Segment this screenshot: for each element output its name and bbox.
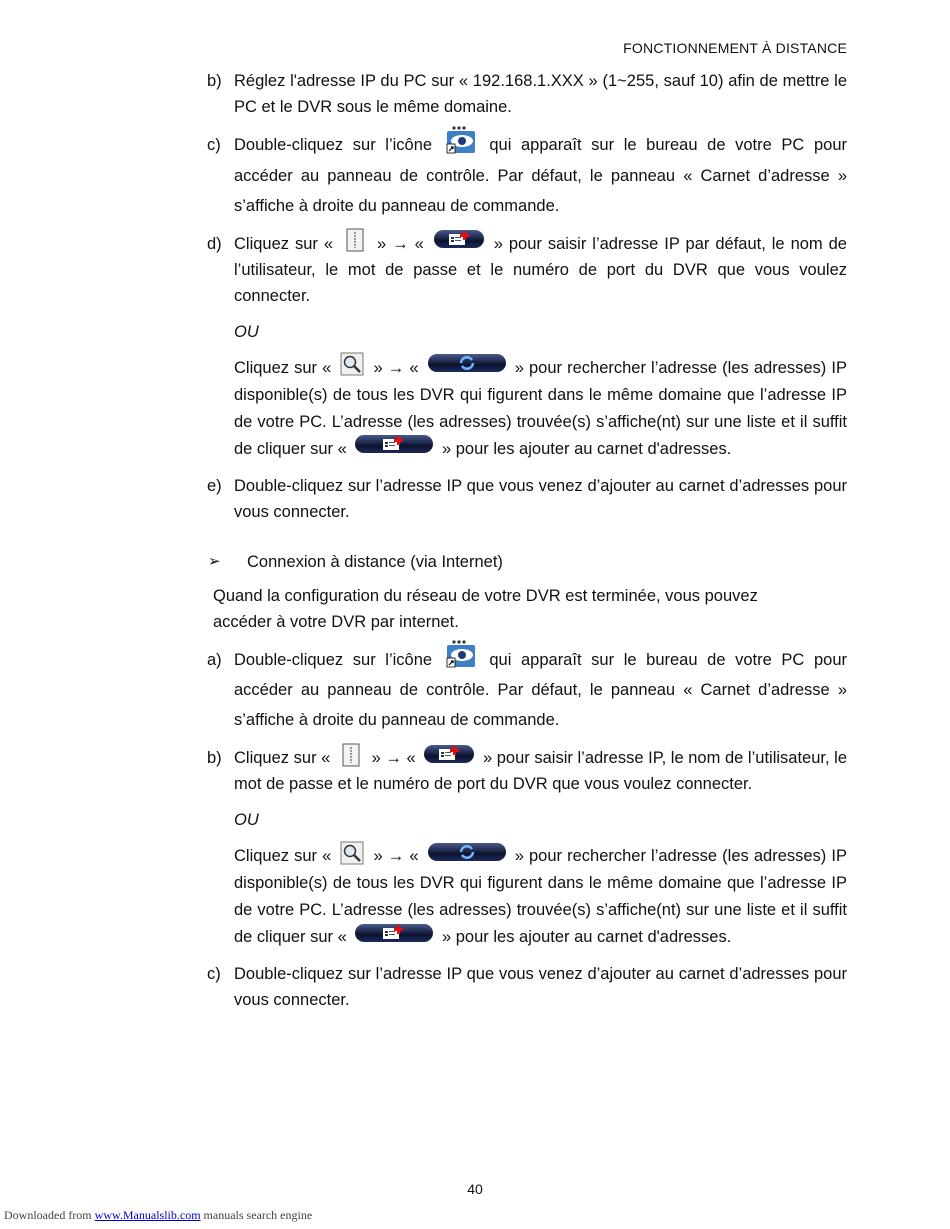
step-text-mid: » → « (371, 749, 416, 768)
section-heading-text: Connexion à distance (via Internet) (247, 552, 503, 571)
step-text-post: » pour saisir l’adresse IP, le nom de l’utilisateur, le mot de passe et le numéro de port du DVR que vous voulez connecter. (234, 749, 848, 794)
step-d (207, 231, 847, 309)
search-instructions (234, 355, 847, 463)
search-text-pre: Cliquez sur « (234, 847, 332, 866)
step-c (207, 130, 847, 221)
step-marker: c) (207, 136, 221, 154)
search-instructions (234, 843, 847, 951)
or-label: OU (234, 322, 259, 341)
add-address-button-icon[interactable] (434, 230, 484, 248)
address-book-icon[interactable] (339, 743, 363, 767)
download-tagline: manuals search engine (203, 1208, 313, 1222)
step-text-pre: Cliquez sur « (234, 749, 331, 768)
page-number: 40 (467, 1181, 483, 1197)
add-address-button-icon[interactable] (424, 745, 474, 763)
step-marker: c) (207, 965, 221, 984)
search-text-mid: » → « (373, 847, 419, 866)
step-text: Réglez l'adresse IP du PC sur « 192.168.1.XXX » (1~255, sauf 10) afin de mettre le PC et le DVR sous le même domaine. (234, 72, 847, 116)
intro-paragraph: Quand la configuration du réseau de votre DVR est terminée, vous pouvez accéder à votre DVR par internet. (213, 586, 758, 631)
step-marker: b) (207, 749, 222, 768)
refresh-search-button-icon[interactable] (428, 843, 506, 861)
search-text-post: » pour rechercher l’adresse (les adresses) IP disponible(s) de tous les DVR qui figurent dans le même domaine que l’adresse IP de votre PC. L’adresse (les adresses) trouvée(s) s’affiche(nt) sur une liste et il suffit de cliquer sur « (234, 358, 847, 458)
step-text-pre: Double-cliquez sur l’icône (234, 650, 433, 669)
section-heading (207, 549, 847, 575)
step-marker: b) (207, 72, 222, 90)
step-marker: a) (207, 650, 222, 669)
download-footer (4, 1208, 312, 1223)
search-text-mid: » → « (373, 358, 419, 377)
page-header: FONCTIONNEMENT À DISTANCE (623, 40, 847, 56)
step-text: Double-cliquez sur l’adresse IP que vous venez d’ajouter au carnet d’adresses pour vous connecter. (234, 965, 847, 1010)
step-text-pre: Cliquez sur « (234, 234, 334, 253)
step-text-pre: Double-cliquez sur l’icône (234, 136, 433, 154)
step-b (207, 68, 847, 120)
search-text-post: » pour rechercher l’adresse (les adresses) IP disponible(s) de tous les DVR qui figurent dans le même domaine que l’adresse IP de votre PC. L’adresse (les adresses) trouvée(s) s’affiche(nt) sur une liste et il suffit de cliquer sur « (234, 847, 847, 947)
eye-app-icon[interactable] (446, 639, 476, 669)
step-marker: e) (207, 476, 222, 495)
step-text: Double-cliquez sur l’adresse IP que vous venez d’ajouter au carnet d’adresses pour vous connecter. (234, 476, 847, 521)
step-c2 (207, 961, 847, 1013)
page-content (207, 68, 847, 1023)
step-e (207, 473, 847, 525)
download-label: Downloaded from (4, 1208, 92, 1222)
step-b2 (207, 745, 847, 797)
step-text-post: » pour saisir l’adresse IP par défaut, le nom de l’utilisateur, le mot de passe et le numéro de port du DVR que vous voulez connecter. (234, 234, 847, 305)
step-text-mid: » → « (376, 234, 424, 253)
refresh-search-button-icon[interactable] (428, 354, 506, 372)
step-text-post: qui apparaît sur le bureau de votre PC pour accéder au panneau de contrôle. Par défaut, le panneau « Carnet d’adresse » s’affiche à droite du panneau de commande. (234, 136, 847, 215)
search-text-post2: » pour les ajouter au carnet d'adresses. (442, 439, 732, 458)
step-a (207, 645, 847, 736)
manualslib-link[interactable]: www.Manualslib.com (94, 1208, 201, 1222)
or-label: OU (234, 811, 259, 830)
search-text-post2: » pour les ajouter au carnet d'adresses. (442, 928, 732, 947)
search-text-pre: Cliquez sur « (234, 358, 332, 377)
arrow-bullet-icon: ➢ (208, 552, 221, 570)
add-address-button-icon[interactable] (355, 435, 433, 453)
step-marker: d) (207, 234, 222, 253)
step-text-post: qui apparaît sur le bureau de votre PC pour accéder au panneau de contrôle. Par défaut, le panneau « Carnet d’adresse » s’affiche à droite du panneau de commande. (234, 650, 847, 730)
search-magnifier-icon[interactable] (340, 841, 364, 865)
add-address-button-icon[interactable] (355, 924, 433, 942)
eye-app-icon[interactable] (446, 125, 476, 155)
search-magnifier-icon[interactable] (340, 352, 364, 376)
address-book-icon[interactable] (343, 228, 367, 252)
